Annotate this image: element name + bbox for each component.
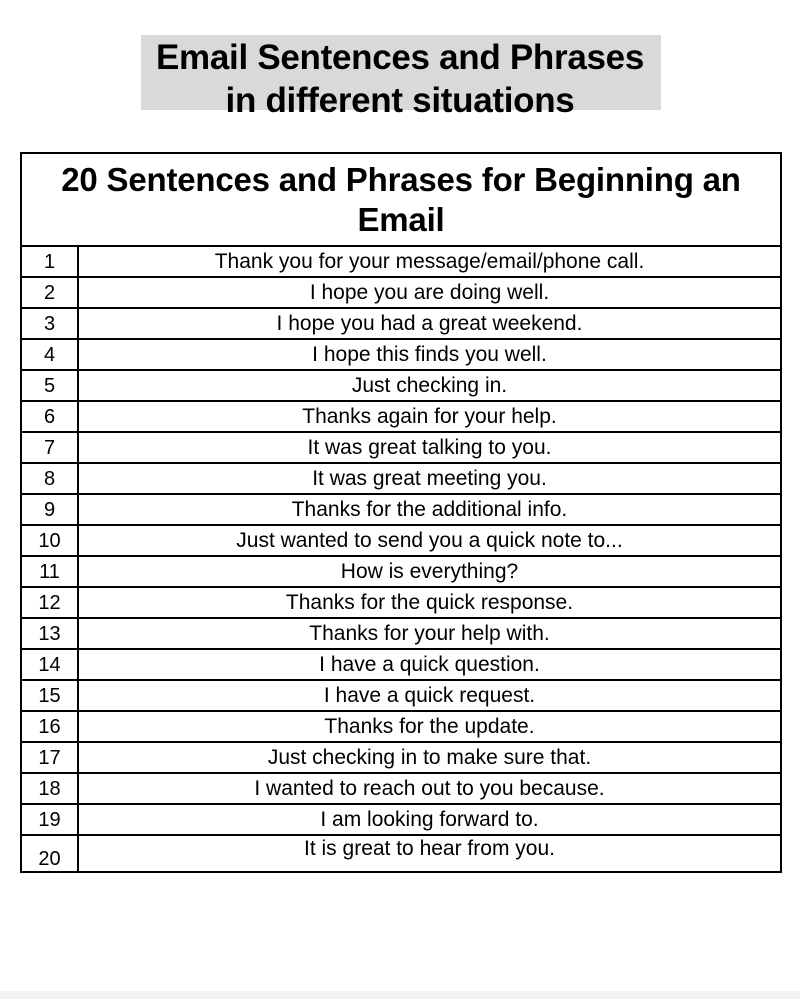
row-number: 12 — [21, 587, 78, 618]
phrase-text: I hope you had a great weekend. — [78, 308, 781, 339]
row-number: 11 — [21, 556, 78, 587]
phrase-text: Just checking in to make sure that. — [78, 742, 781, 773]
table-row — [21, 556, 781, 587]
table-row — [21, 308, 781, 339]
row-number: 14 — [21, 649, 78, 680]
table-row — [21, 804, 781, 835]
table-row — [21, 587, 781, 618]
phrase-text: Thank you for your message/email/phone call. — [78, 246, 781, 277]
phrase-text: How is everything? — [78, 556, 781, 587]
row-number: 19 — [21, 804, 78, 835]
table-heading-row — [21, 153, 781, 246]
row-number: 4 — [21, 339, 78, 370]
phrase-text: I wanted to reach out to you because. — [78, 773, 781, 804]
phrases-table — [20, 152, 782, 873]
phrase-text: Just checking in. — [78, 370, 781, 401]
row-number: 16 — [21, 711, 78, 742]
page-title-line-1: Email Sentences and Phrases — [156, 38, 644, 77]
phrase-text: I have a quick question. — [78, 649, 781, 680]
phrase-text: Thanks again for your help. — [78, 401, 781, 432]
phrase-text: I hope this finds you well. — [78, 339, 781, 370]
page-title — [100, 36, 700, 122]
row-number: 17 — [21, 742, 78, 773]
page-title-line-2: in different situations — [225, 81, 575, 120]
phrase-text: It was great talking to you. — [78, 432, 781, 463]
table-row — [21, 835, 781, 872]
row-number: 9 — [21, 494, 78, 525]
table-row — [21, 525, 781, 556]
row-number: 7 — [21, 432, 78, 463]
table-row — [21, 649, 781, 680]
table-row — [21, 370, 781, 401]
phrase-text: Just wanted to send you a quick note to... — [78, 525, 781, 556]
row-number: 1 — [21, 246, 78, 277]
row-number: 5 — [21, 370, 78, 401]
phrase-text: I hope you are doing well. — [78, 277, 781, 308]
row-number: 18 — [21, 773, 78, 804]
table-row — [21, 618, 781, 649]
table-row — [21, 339, 781, 370]
table-row — [21, 773, 781, 804]
phrase-text: I am looking forward to. — [78, 804, 781, 835]
table-row — [21, 401, 781, 432]
row-number: 8 — [21, 463, 78, 494]
phrase-text: It was great meeting you. — [78, 463, 781, 494]
table-row — [21, 463, 781, 494]
table-row — [21, 680, 781, 711]
phrase-text: Thanks for the additional info. — [78, 494, 781, 525]
table-row — [21, 246, 781, 277]
phrase-text: Thanks for the quick response. — [78, 587, 781, 618]
phrase-text: Thanks for the update. — [78, 711, 781, 742]
row-number: 3 — [21, 308, 78, 339]
page-bottom-edge — [0, 991, 800, 999]
row-number: 6 — [21, 401, 78, 432]
table-heading: 20 Sentences and Phrases for Beginning an Email — [21, 153, 781, 246]
table-row — [21, 711, 781, 742]
phrase-text: I have a quick request. — [78, 680, 781, 711]
row-number: 13 — [21, 618, 78, 649]
phrase-text: It is great to hear from you. — [78, 835, 781, 872]
row-number: 15 — [21, 680, 78, 711]
table-row — [21, 277, 781, 308]
phrase-text: Thanks for your help with. — [78, 618, 781, 649]
table-row — [21, 432, 781, 463]
row-number: 2 — [21, 277, 78, 308]
table-row — [21, 742, 781, 773]
table-row — [21, 494, 781, 525]
row-number: 10 — [21, 525, 78, 556]
row-number: 20 — [21, 835, 78, 872]
